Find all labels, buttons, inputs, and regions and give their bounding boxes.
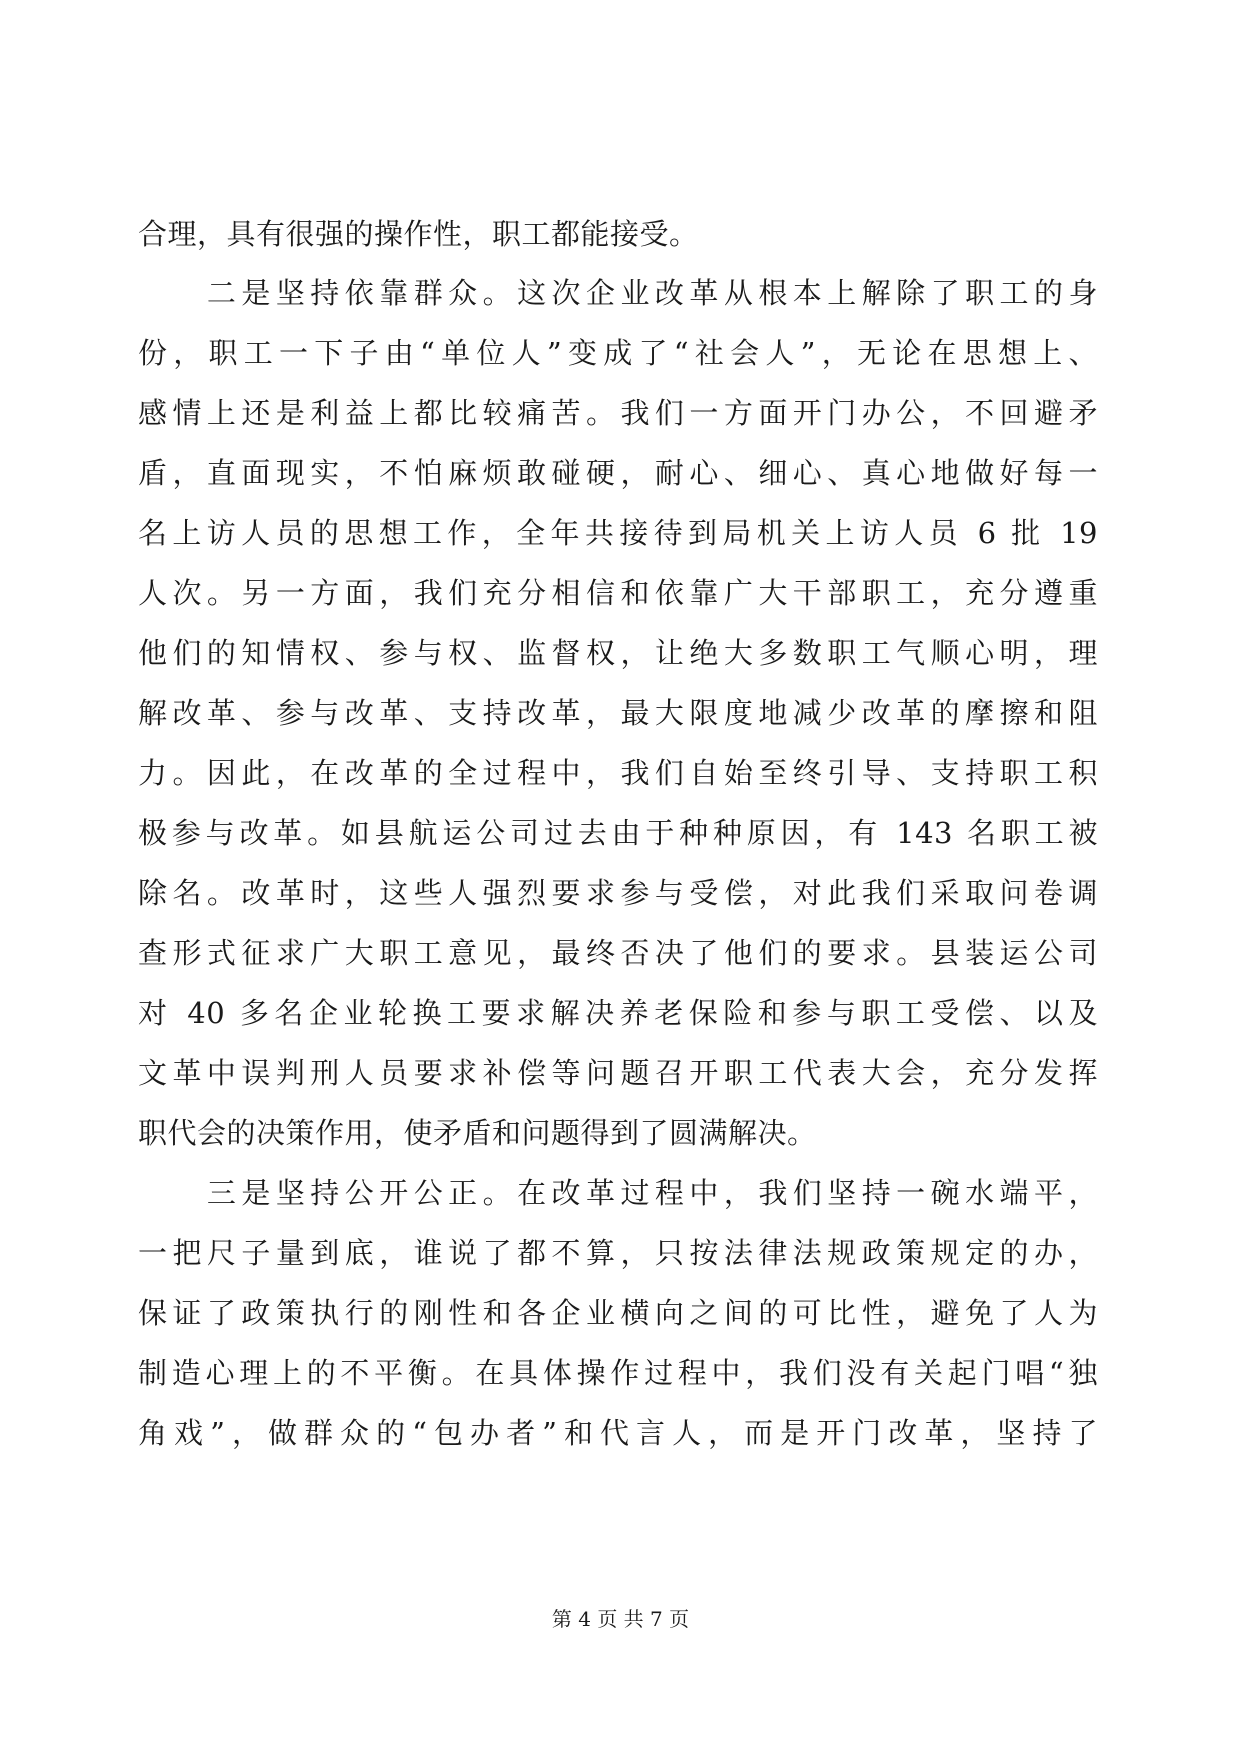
text-line: 合理，具有很强的操作性，职工都能接受。 bbox=[138, 217, 699, 251]
text-line: 极参与改革。如县航运公司过去由于种种原因，有 143 名职工被 bbox=[138, 816, 1098, 850]
text-line: 力。因此，在改革的全过程中，我们自始至终引导、支持职工积 bbox=[138, 756, 1098, 790]
text-line: 文革中误判刑人员要求补偿等问题召开职工代表大会，充分发挥 bbox=[138, 1056, 1098, 1090]
text-line: 制造心理上的不平衡。在具体操作过程中，我们没有关起门唱“独 bbox=[138, 1356, 1098, 1390]
text-line: 职代会的决策作用，使矛盾和问题得到了圆满解决。 bbox=[138, 1116, 817, 1150]
text-line: 一把尺子量到底，谁说了都不算，只按法律法规政策规定的办， bbox=[138, 1236, 1098, 1270]
text-line: 解改革、参与改革、支持改革，最大限度地减少改革的摩擦和阻 bbox=[138, 696, 1098, 730]
text-line: 保证了政策执行的刚性和各企业横向之间的可比性，避免了人为 bbox=[138, 1296, 1098, 1330]
page-number-footer: 第 4 页 共 7 页 bbox=[551, 1607, 690, 1631]
text-line: 份，职工一下子由“单位人”变成了“社会人”，无论在思想上、 bbox=[138, 336, 1098, 370]
text-line: 感情上还是利益上都比较痛苦。我们一方面开门办公，不回避矛 bbox=[138, 396, 1098, 430]
text-line: 名上访人员的思想工作，全年共接待到局机关上访人员 6 批 19 bbox=[138, 516, 1098, 550]
text-line: 盾，直面现实，不怕麻烦敢碰硬，耐心、细心、真心地做好每一 bbox=[138, 456, 1098, 490]
text-line: 角戏”，做群众的“包办者”和代言人，而是开门改革，坚持了 bbox=[138, 1416, 1098, 1450]
text-line: 查形式征求广大职工意见，最终否决了他们的要求。县装运公司 bbox=[138, 936, 1098, 970]
text-line: 人次。另一方面，我们充分相信和依靠广大干部职工，充分遵重 bbox=[138, 576, 1098, 610]
text-line: 对 40 多名企业轮换工要求解决养老保险和参与职工受偿、以及 bbox=[138, 996, 1098, 1030]
text-line: 除名。改革时，这些人强烈要求参与受偿，对此我们采取问卷调 bbox=[138, 876, 1098, 910]
text-line: 三是坚持公开公正。在改革过程中，我们坚持一碗水端平， bbox=[138, 1176, 1098, 1210]
text-line: 二是坚持依靠群众。这次企业改革从根本上解除了职工的身 bbox=[138, 276, 1098, 310]
text-line: 他们的知情权、参与权、监督权，让绝大多数职工气顺心明，理 bbox=[138, 636, 1098, 670]
